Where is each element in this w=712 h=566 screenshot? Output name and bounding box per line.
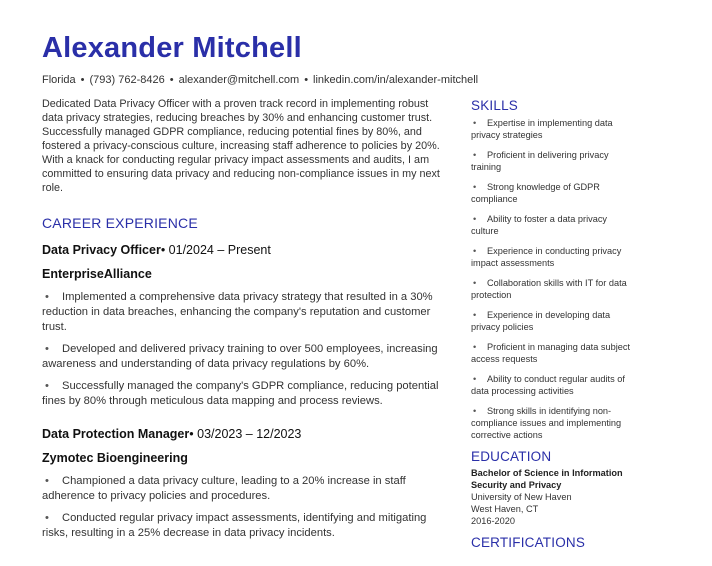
skill-text: Experience in conducting privacy impact assessments bbox=[471, 246, 622, 268]
bullet-icon: • bbox=[45, 380, 49, 392]
contact-separator: • bbox=[80, 74, 85, 86]
skill-text: Expertise in implementing data privacy strategies bbox=[471, 118, 613, 140]
skill-item bbox=[471, 309, 631, 333]
job-bullet bbox=[42, 511, 452, 541]
job-bullet-text: Championed a data privacy culture, leading to a 20% increase in staff adherence to privacy policies and procedures. bbox=[42, 475, 406, 502]
bullet-icon: • bbox=[45, 343, 49, 355]
certifications-section bbox=[471, 535, 631, 550]
bullet-icon: • bbox=[473, 342, 477, 352]
education-location: West Haven, CT bbox=[471, 504, 539, 514]
skill-item bbox=[471, 149, 631, 173]
job-title: Data Privacy Officer bbox=[42, 243, 161, 257]
contact-line bbox=[42, 74, 478, 86]
job-bullet bbox=[42, 474, 452, 504]
education-degree: Bachelor of Science in Information Security and Privacy bbox=[471, 468, 623, 490]
company-name: EnterpriseAlliance bbox=[42, 267, 152, 281]
sidebar-column bbox=[471, 98, 631, 550]
contact-location: Florida bbox=[42, 74, 76, 86]
skill-text: Proficient in delivering privacy training bbox=[471, 150, 609, 172]
bullet-icon: • bbox=[45, 512, 49, 524]
job-bullet-list bbox=[42, 474, 452, 541]
contact-separator: • bbox=[169, 74, 174, 86]
job-entry bbox=[42, 243, 452, 409]
skill-text: Proficient in managing data subject access requests bbox=[471, 342, 631, 364]
bullet-icon: • bbox=[473, 214, 477, 224]
education-section-title: EDUCATION bbox=[471, 449, 552, 464]
skill-item bbox=[471, 277, 631, 301]
skill-item bbox=[471, 117, 631, 141]
job-title-line bbox=[42, 427, 452, 441]
bullet-icon: • bbox=[473, 182, 477, 192]
bullet-icon: • bbox=[473, 374, 477, 384]
skill-text: Experience in developing data privacy policies bbox=[471, 310, 611, 332]
contact-email[interactable]: alexander@mitchell.com bbox=[178, 74, 300, 86]
skill-item bbox=[471, 181, 631, 205]
job-dates: • 01/2024 – Present bbox=[160, 243, 271, 257]
job-dates: • 03/2023 – 12/2023 bbox=[189, 427, 302, 441]
contact-separator: • bbox=[304, 74, 309, 86]
skill-text: Strong skills in identifying non-compliance issues and implementing corrective actions bbox=[471, 406, 622, 440]
skill-text: Ability to conduct regular audits of data processing activities bbox=[471, 374, 625, 396]
certifications-section-title: CERTIFICATIONS bbox=[471, 535, 586, 550]
job-bullet bbox=[42, 342, 452, 372]
job-entry bbox=[42, 427, 452, 541]
skill-text: Ability to foster a data privacy culture bbox=[471, 214, 608, 236]
skill-text: Strong knowledge of GDPR compliance bbox=[471, 182, 600, 204]
job-bullet-text: Implemented a comprehensive data privacy strategy that resulted in a 30% reduction in data breaches, enhancing the company's reputation and customer trust. bbox=[42, 291, 433, 333]
experience-section-title: CAREER EXPERIENCE bbox=[42, 215, 198, 231]
skill-item bbox=[471, 245, 631, 269]
main-column bbox=[42, 97, 452, 548]
bullet-icon: • bbox=[45, 475, 49, 487]
skills-section-title: SKILLS bbox=[471, 98, 518, 113]
job-title: Data Protection Manager bbox=[42, 427, 190, 441]
bullet-icon: • bbox=[473, 406, 477, 416]
bullet-icon: • bbox=[473, 118, 477, 128]
contact-linkedin[interactable]: linkedin.com/in/alexander-mitchell bbox=[313, 74, 479, 86]
job-bullet-text: Developed and delivered privacy training to over 500 employees, increasing awareness and understanding of data privacy regulations by 60%. bbox=[42, 343, 438, 370]
resume-name: Alexander Mitchell bbox=[42, 32, 302, 64]
skill-item bbox=[471, 373, 631, 397]
contact-phone: (793) 762-8426 bbox=[89, 74, 165, 86]
job-bullet-text: Successfully managed the company's GDPR compliance, reducing potential fines by 80% through meticulous data mapping and process reviews. bbox=[42, 380, 439, 407]
education-years: 2016-2020 bbox=[471, 516, 515, 526]
bullet-icon: • bbox=[473, 310, 477, 320]
bullet-icon: • bbox=[473, 278, 477, 288]
job-bullet bbox=[42, 379, 452, 409]
job-bullet bbox=[42, 290, 452, 335]
company-name: Zymotec Bioengineering bbox=[42, 451, 188, 465]
summary-paragraph: Dedicated Data Privacy Officer with a proven track record in implementing robust data privacy strategies, reducing breaches by 30% and enhancing customer trust. Successfully managed GDPR compliance, reducing potential fines by 80%, and fostered a privacy-conscious culture, increasing staff adherence to policies by 20%. With a knack for conducting regular privacy impact assessments and audits, I am committed to ensuring data privacy and reducing non-compliance issues in my next role. bbox=[42, 98, 440, 194]
skill-item bbox=[471, 405, 631, 441]
job-bullet-list bbox=[42, 290, 452, 409]
education-section bbox=[471, 449, 631, 527]
job-title-line bbox=[42, 243, 452, 257]
bullet-icon: • bbox=[473, 150, 477, 160]
bullet-icon: • bbox=[45, 291, 49, 303]
skills-list bbox=[471, 117, 631, 441]
skill-text: Collaboration skills with IT for data protection bbox=[471, 278, 627, 300]
education-school: University of New Haven bbox=[471, 492, 572, 502]
skill-item bbox=[471, 213, 631, 237]
job-bullet-text: Conducted regular privacy impact assessments, identifying and mitigating risks, resulting in a 25% decrease in data privacy incidents. bbox=[42, 512, 427, 539]
skill-item bbox=[471, 341, 631, 365]
bullet-icon: • bbox=[473, 246, 477, 256]
